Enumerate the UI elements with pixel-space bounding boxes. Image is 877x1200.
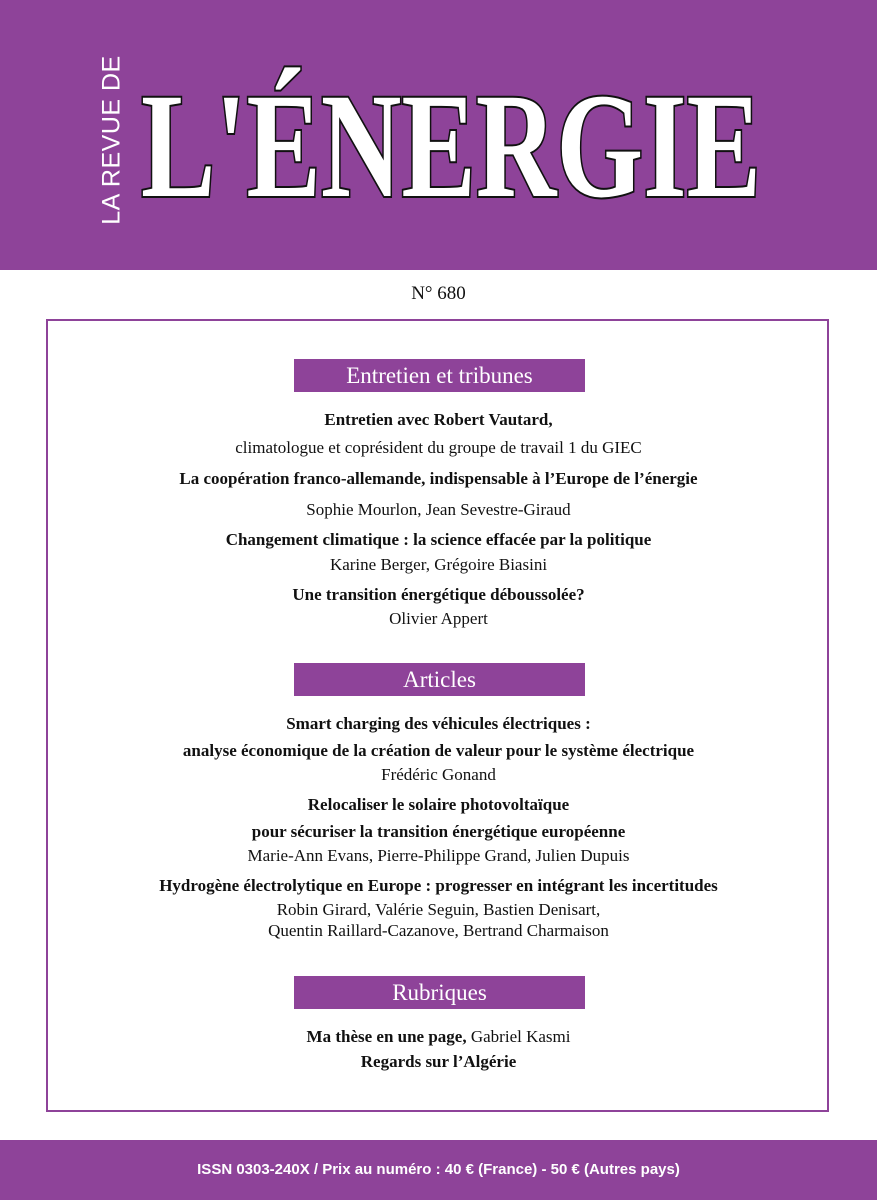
- toc-title-solaire-2: pour sécuriser la transition énergétique européenne: [251, 822, 626, 841]
- toc-title-smart-charging-2: analyse économique de la création de valeur pour le système électrique: [182, 741, 695, 760]
- footer-issn-price: ISSN 0303-240X / Prix au numéro : 40 € (France) - 50 € (Autres pays): [0, 1140, 877, 1200]
- toc-title-transition: Une transition énergétique déboussolée?: [292, 585, 585, 604]
- magazine-masthead: [136, 58, 766, 218]
- section-heading-articles: Articles: [294, 663, 585, 696]
- cover-header: [0, 0, 877, 270]
- toc-entry-these: [0, 1026, 877, 1048]
- toc-title-solaire-1: Relocaliser le solaire photovoltaïque: [307, 795, 570, 814]
- toc-title-hydrogene: Hydrogène électrolytique en Europe : progresser en intégrant les incertitudes: [159, 876, 718, 895]
- section-heading-entretien: Entretien et tribunes: [294, 359, 585, 392]
- issue-number: N° 680: [411, 283, 466, 304]
- toc-title-these: Ma thèse en une page,: [306, 1027, 467, 1046]
- toc-title-algerie: Regards sur l’Algérie: [360, 1052, 517, 1071]
- toc-authors-transition: Olivier Appert: [389, 609, 488, 628]
- toc-authors-solaire: Marie-Ann Evans, Pierre-Philippe Grand, Julien Dupuis: [247, 846, 630, 865]
- section-heading-rubriques: Rubriques: [294, 976, 585, 1009]
- masthead-title: L'ÉNERGIE: [141, 63, 761, 218]
- toc-authors-smart-charging: Frédéric Gonand: [381, 765, 496, 784]
- magazine-label-vertical: LA REVUE DE: [97, 55, 126, 225]
- toc-authors-hydrogene-1: Robin Girard, Valérie Seguin, Bastien Denisart,: [276, 900, 601, 919]
- toc-authors-changement: Karine Berger, Grégoire Biasini: [329, 555, 548, 574]
- toc-authors-these: Gabriel Kasmi: [470, 1027, 571, 1046]
- toc-title-vautard: Entretien avec Robert Vautard,: [324, 410, 553, 429]
- toc-authors-cooperation: Sophie Mourlon, Jean Sevestre-Giraud: [306, 500, 571, 519]
- toc-title-cooperation: La coopération franco-allemande, indispensable à l’Europe de l’énergie: [179, 469, 698, 488]
- toc-subtitle-vautard: climatologue et coprésident du groupe de travail 1 du GIEC: [235, 438, 642, 457]
- toc-title-changement: Changement climatique : la science effacée par la politique: [225, 530, 652, 549]
- toc-title-smart-charging-1: Smart charging des véhicules électriques :: [286, 714, 591, 733]
- toc-authors-hydrogene-2: Quentin Raillard-Cazanove, Bertrand Charmaison: [268, 921, 609, 940]
